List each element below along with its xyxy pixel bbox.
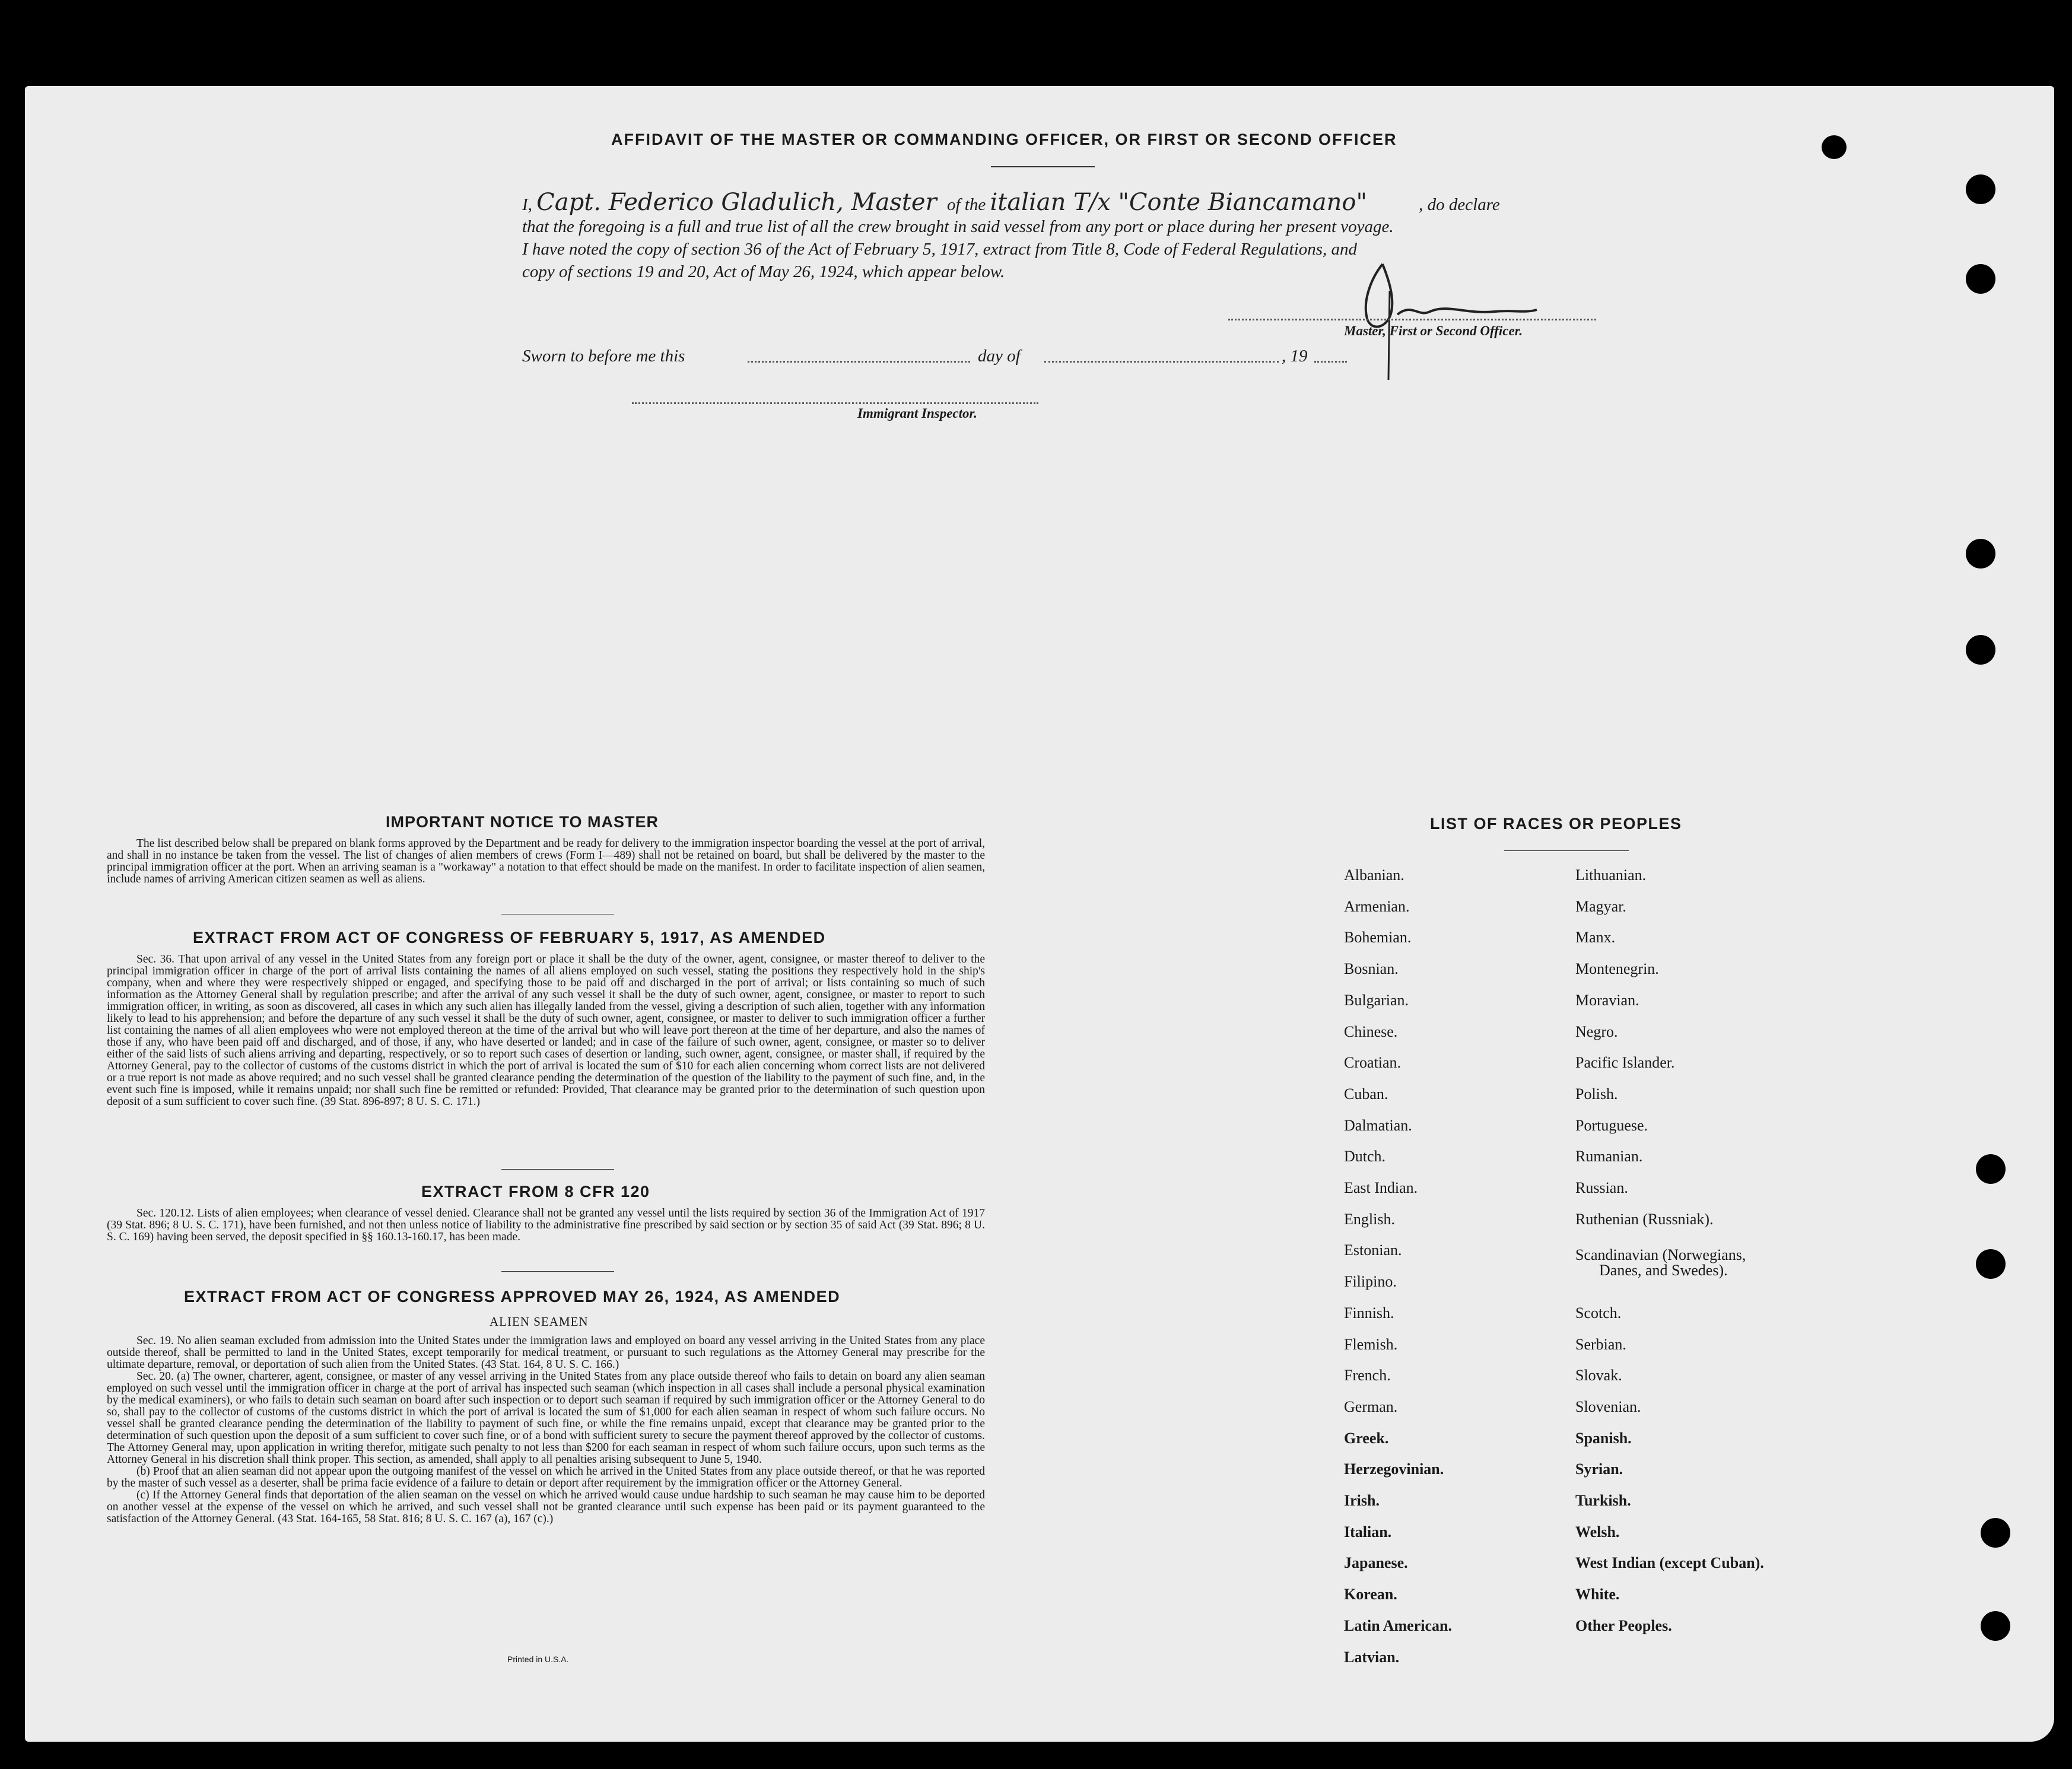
sworn-month-blank bbox=[1044, 361, 1279, 363]
race-item: Bohemian. bbox=[1344, 929, 1412, 947]
race-item: West Indian (except Cuban). bbox=[1575, 1554, 1764, 1572]
race-item: Negro. bbox=[1575, 1022, 1618, 1040]
race-item: Cuban. bbox=[1344, 1085, 1388, 1103]
declaration-line-2: that the foregoing is a full and true list of all the crew brought in said vessel from any port or place during her present voyage. bbox=[522, 217, 1394, 236]
day-of-label: day of bbox=[978, 347, 1021, 366]
alien-seamen-subtitle: ALIEN SEAMEN bbox=[490, 1314, 589, 1329]
binder-hole bbox=[1981, 1518, 2010, 1548]
race-item: Estonian. bbox=[1344, 1241, 1402, 1259]
race-item: Japanese. bbox=[1344, 1554, 1408, 1572]
race-item: Welsh. bbox=[1575, 1523, 1620, 1541]
i-label: I, bbox=[522, 195, 532, 214]
extract-cfr-body bbox=[107, 1208, 985, 1243]
race-item: Dalmatian. bbox=[1344, 1116, 1412, 1134]
master-signature bbox=[1347, 255, 1549, 386]
race-item: Montenegrin. bbox=[1575, 960, 1659, 978]
sworn-label: Sworn to before me this bbox=[522, 347, 685, 366]
notice-text: The list described below shall be prepared on blank forms approved by the Department and be ready for delivery to the immigration inspector boarding the vessel at the port of arrival, and shall in no instance be taken from the vessel. The list of changes of alien members of crews (Form I—489) shall not be retained on board, but shall be delivered by the master to the principal immigration officer at the port. When an arriving seaman is a "workaway" a notation to that effect should be made on the manifest. In order to facilitate inspection of alien seamen, include names of arriving American citizen seamen as well as aliens. bbox=[107, 837, 985, 885]
race-item: Latvian. bbox=[1344, 1648, 1400, 1666]
race-item: Latin American. bbox=[1344, 1616, 1452, 1634]
extract-cfr-title: EXTRACT FROM 8 CFR 120 bbox=[421, 1183, 650, 1200]
extract-cfr-rule bbox=[501, 1271, 614, 1272]
race-item: Dutch. bbox=[1344, 1148, 1386, 1165]
race-item: East Indian. bbox=[1344, 1179, 1418, 1196]
race-item: Filipino. bbox=[1344, 1273, 1397, 1291]
race-item: Bosnian. bbox=[1344, 960, 1399, 978]
race-item: Serbian. bbox=[1575, 1335, 1626, 1353]
year-label: , 19 bbox=[1282, 347, 1308, 366]
vessel-name-handwritten: italian T/x "Conte Biancamano" bbox=[990, 189, 1367, 216]
race-item: Ruthenian (Russniak). bbox=[1575, 1210, 1714, 1228]
race-item: Russian. bbox=[1575, 1179, 1628, 1196]
of-the-label: of the bbox=[946, 195, 986, 214]
signature-caption: Master, First or Second Officer. bbox=[1344, 323, 1523, 338]
binder-hole bbox=[1966, 539, 1995, 569]
printed-in-usa: Printed in U.S.A. bbox=[507, 1654, 569, 1664]
race-item: French. bbox=[1344, 1367, 1391, 1384]
race-item: Slovenian. bbox=[1575, 1398, 1641, 1415]
race-item: English. bbox=[1344, 1210, 1395, 1228]
race-item: Portuguese. bbox=[1575, 1116, 1648, 1134]
race-item: German. bbox=[1344, 1398, 1398, 1415]
extract-1917-rule bbox=[501, 1169, 614, 1170]
declaration-line-4: copy of sections 19 and 20, Act of May 26, 1924, which appear below. bbox=[522, 262, 1005, 281]
race-item: Rumanian. bbox=[1575, 1148, 1643, 1165]
race-item: Albanian. bbox=[1344, 866, 1404, 884]
race-item: Moravian. bbox=[1575, 991, 1639, 1009]
section-19-text: Sec. 19. No alien seaman excluded from admission into the United States under the immigration laws and employed on board any vessel arriving in the United States from any place outside thereof, shall be permitted to land in the United States, except temporarily for medical treatment, or pursuant to such regulations as the Attorney General may prescribe for the ultimate departure, removal, or deportation of such alien from the United States. (43 Stat. 164, 8 U. S. C. 166.) bbox=[107, 1335, 985, 1371]
race-item: Magyar. bbox=[1575, 897, 1626, 915]
affidavit-title: AFFIDAVIT OF THE MASTER OR COMMANDING OFFICER, OR FIRST OR SECOND OFFICER bbox=[611, 131, 1397, 148]
race-item: Polish. bbox=[1575, 1085, 1618, 1103]
race-item: Danes, and Swedes). bbox=[1599, 1262, 1728, 1279]
sworn-day-blank bbox=[748, 361, 970, 363]
section-36-text: Sec. 36. That upon arrival of any vessel in the United States from any foreign port or place it shall be the duty of the owner, agent, consignee, or master thereof to deliver to the principal immigration officer in charge of the port of arrival lists containing the names of all aliens employed on such vessel, stating the positions they respectively hold in the ship's company, when and where they were respectively shipped or engaged, and specifying those to be paid off and discharged in the port of arrival; or lists containing so much of such information as the Attorney General shall by regulation prescribe; and after the arrival of any such vessel it shall be the duty of such owner, agent, consignee, or master to report to such immigration officer, in writing, as soon as discovered, all cases in which any such alien has illegally landed from the vessel, giving a description of such alien, together with any information likely to lead to his apprehension; and before the departure of any such vessel it shall be the duty of such owner, agent, consignee, or master to deliver to such immigration officer a further list containing the names of all alien employees who were not employed thereon at the time of the arrival but who will leave port thereon at the time of her departure, and also the names of those if any, who have been paid off and discharged, and of those, if any, who have deserted or landed; and in case of the failure of such owner, agent, consignee, or master so to deliver either of the said lists of such aliens arriving and departing, respectively, or so to report such cases of desertion or landing, such owner, agent, consignee, or master shall, if required by the Attorney General, pay to the collector of customs of the customs district in which the port of arrival is located the sum of $10 for each alien concerning whom correct lists are not delivered or a true report is not made as above required; and no such vessel shall be granted clearance pending the determination of the question of the liability to the payment of such fine, and, in the event such fine is imposed, while it remains unpaid; nor shall such fine be remitted or refunded: Provided, That clearance may be granted prior to the determination of such question upon deposit of a sum sufficient to cover such fine. (39 Stat. 896-897; 8 U. S. C. 171.) bbox=[107, 953, 985, 1108]
section-120-text: Sec. 120.12. Lists of alien employees; when clearance of vessel denied. Clearance shall not be granted any vessel until the lists required by section 36 of the Immigration Act of 1917 (39 Stat. 896; 8 U. S. C. 171), have been furnished, and not then unless notice of liability to the administrative fine prescribed by said section or by section 35 of said Act (39 Stat. 896; 8 U. S. C. 169) having been served, the deposit specified in §§ 160.13-160.17, has been made. bbox=[107, 1207, 985, 1243]
affidavit-title-rule bbox=[991, 166, 1095, 167]
binder-hole bbox=[1981, 1611, 2010, 1641]
race-item: Syrian. bbox=[1575, 1460, 1623, 1478]
master-name-handwritten: Capt. Federico Gladulich, Master bbox=[536, 189, 937, 216]
race-item: Irish. bbox=[1344, 1492, 1380, 1509]
race-item: Chinese. bbox=[1344, 1022, 1398, 1040]
section-20c-text: (c) If the Attorney General finds that deportation of the alien seaman on the vessel on which he arrived would cause undue hardship to such seaman he may cause him to be deported on another vessel at the expense of the vessel on which he arrived, and such vessel shall not be granted clearance until such expense has been paid or its payment guaranteed to the satisfaction of the Attorney General. (43 Stat. 164-165, 58 Stat. 816; 8 U. S. C. 167 (a), 167 (c).) bbox=[107, 1489, 985, 1525]
binder-hole bbox=[1966, 264, 1995, 294]
declaration-line-1 bbox=[522, 189, 1500, 216]
signature-line bbox=[1228, 319, 1596, 320]
race-item: Flemish. bbox=[1344, 1335, 1398, 1353]
extract-1924-body bbox=[107, 1335, 985, 1525]
section-20a-text: Sec. 20. (a) The owner, charterer, agent, consignee, or master of any vessel arriving in the United States from any place outside thereof who fails to detain on board any alien seaman employed on such vessel until the immigration officer in charge at the port of arrival has inspected such seaman (which inspection in all cases shall include a personal physical examination by the medical examiners), or who fails to detain such seaman on board after such inspection or to deport such seaman if required by such immigration officer or the Attorney General to do so, shall pay to the collector of customs of the customs district in which the port of arrival is located the sum of $1,000 for each alien seaman in respect of whom such failure occurs. No vessel shall be granted clearance pending the determination of the liability to payment of such fine, or while the fine remains unpaid, except that clearance may be granted prior to the determination of such question upon the deposit of a sum sufficient to cover such fine, or of a bond with sufficient surety to secure the payment thereof approved by the collector of customs. The Attorney General may, upon application in writing therefor, mitigate such penalty to not less than $200 for each seaman in respect of whom such failure occurs, upon such terms as the Attorney General in his discretion shall think proper. This section, as amended, shall apply to all penalties arising subsequent to June 5, 1940. bbox=[107, 1370, 985, 1466]
inspector-signature-line bbox=[632, 402, 1038, 404]
binder-hole bbox=[1976, 1249, 2006, 1279]
race-item: Other Peoples. bbox=[1575, 1616, 1672, 1634]
extract-1917-body bbox=[107, 954, 985, 1108]
race-item: White. bbox=[1575, 1586, 1620, 1603]
race-item: Korean. bbox=[1344, 1586, 1397, 1603]
declaration-line-3: I have noted the copy of section 36 of the Act of February 5, 1917, extract from Title 8, Code of Federal Regulations, and bbox=[522, 240, 1358, 259]
race-item: Finnish. bbox=[1344, 1304, 1394, 1322]
race-item: Scandinavian (Norwegians, bbox=[1575, 1246, 1746, 1264]
notice-body bbox=[107, 838, 985, 885]
races-title: LIST OF RACES OR PEOPLES bbox=[1430, 815, 1682, 833]
sworn-year-blank bbox=[1314, 361, 1347, 363]
extract-1924-title: EXTRACT FROM ACT OF CONGRESS APPROVED MAY 26, 1924, AS AMENDED bbox=[184, 1288, 841, 1306]
race-item: Manx. bbox=[1575, 929, 1616, 947]
race-item: Turkish. bbox=[1575, 1492, 1631, 1509]
binder-hole bbox=[1966, 174, 1995, 204]
section-20b-text: (b) Proof that an alien seaman did not appear upon the outgoing manifest of the vessel on which he arrived in the United States from any place outside thereof, or that he was reported by the master of such vessel as a deserter, shall be prima facie evidence of a failure to detain or deport after requirement by the immigration officer or the Attorney General. bbox=[107, 1465, 985, 1489]
binder-hole bbox=[1976, 1154, 2006, 1184]
binder-hole-partial bbox=[1822, 135, 1847, 159]
extract-1917-title: EXTRACT FROM ACT OF CONGRESS OF FEBRUARY 5, 1917, AS AMENDED bbox=[193, 929, 826, 947]
do-declare-label: , do declare bbox=[1419, 195, 1500, 214]
races-title-rule bbox=[1504, 850, 1629, 851]
race-item: Lithuanian. bbox=[1575, 866, 1647, 884]
race-item: Bulgarian. bbox=[1344, 991, 1409, 1009]
race-item: Croatian. bbox=[1344, 1054, 1402, 1072]
race-item: Armenian. bbox=[1344, 897, 1410, 915]
race-item: Scotch. bbox=[1575, 1304, 1622, 1322]
race-item: Greek. bbox=[1344, 1429, 1389, 1447]
inspector-caption: Immigrant Inspector. bbox=[857, 406, 977, 421]
binder-hole bbox=[1966, 635, 1995, 665]
race-item: Herzegovinian. bbox=[1344, 1460, 1444, 1478]
notice-title: IMPORTANT NOTICE TO MASTER bbox=[386, 813, 659, 831]
race-item: Slovak. bbox=[1575, 1367, 1622, 1384]
race-item: Pacific Islander. bbox=[1575, 1054, 1675, 1072]
race-item: Spanish. bbox=[1575, 1429, 1632, 1447]
race-item: Italian. bbox=[1344, 1523, 1392, 1541]
